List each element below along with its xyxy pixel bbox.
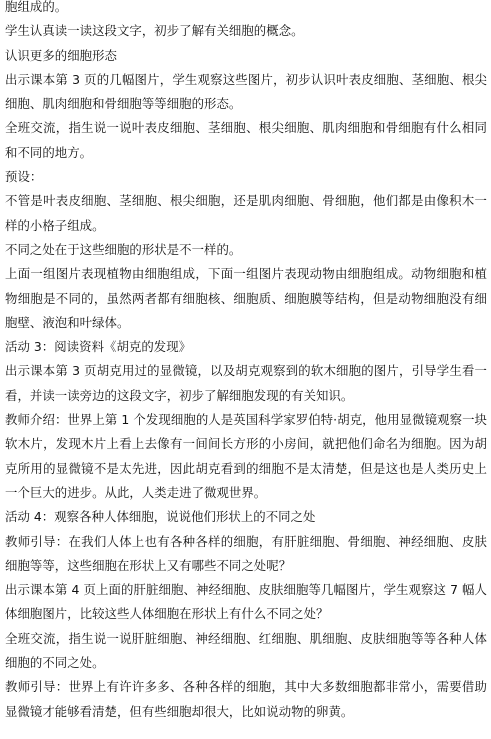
paragraph-show-pictures: 出示课本第 3 页的几幅图片，学生观察这些图片，初步认识叶表皮细胞、茎细胞、根尖细胞、肌肉细胞和骨细胞等等细胞的形态。 xyxy=(5,71,487,112)
paragraph-plant-animal-cells: 上面一组图片表现植物由细胞组成，下面一组图片表现动物由细胞组成。动物细胞和植物细胞是不同的，虽然两者都有细胞核、细胞质、细胞膜等结构，但是动物细胞没有细胞壁、液泡和叶绿体。 xyxy=(5,266,487,330)
paragraph-teacher-introduction: 教师介绍：世界上第 1 个发现细胞的人是英国科学家罗伯特·胡克，他用显微镜观察一块软木片，发现木片上看上去像有一间间长方形的小房间，就把他们命名为细胞。因为胡克所用的显微镜不是太先进，因此胡克看到的细胞不是太清楚，但是这也是人类历史上一个巨大的进步。从此，人类走进了微观世界。 xyxy=(5,412,487,500)
paragraph-show-human-cell-pictures: 出示课本第 4 页上面的肝脏细胞、神经细胞、皮肤细胞等几幅图片，学生观察这 7 幅人体细胞图片，比较这些人体细胞在形状上有什么不同之处？ xyxy=(5,582,487,622)
paragraph-class-discussion-human: 全班交流，指生说一说肝脏细胞、神经细胞、红细胞、肌细胞、皮肤细胞等等各种人体细胞的不同之处。 xyxy=(5,630,487,671)
section-heading-cell-forms: 认识更多的细胞形态 xyxy=(5,47,117,63)
paragraph-preset-similarity: 不管是叶表皮细胞、茎细胞、根尖细胞，还是肌肉细胞、骨细胞，他们都是由像积木一样的小格子组成。 xyxy=(5,193,487,233)
paragraph-preset-label: 预设： xyxy=(5,169,43,185)
paragraph-teacher-guide-cell-size: 教师引导：世界上有许许多多、各种各样的细胞，其中大多数细胞都非常小，需要借助显微镜才能够看清楚，但有些细胞却很大，比如说动物的卵黄。 xyxy=(5,679,487,719)
activity-4-heading: 活动 4：观察各种人体细胞，说说他们形状上的不同之处 xyxy=(5,509,316,525)
paragraph-read-instruction: 学生认真读一读这段文字，初步了解有关细胞的概念。 xyxy=(5,23,304,39)
paragraph-class-discussion: 全班交流，指生说一说叶表皮细胞、茎细胞、根尖细胞、肌肉细胞和骨细胞有什么相同和不同的地方。 xyxy=(5,120,487,160)
paragraph-teacher-guide-human-cells: 教师引导：在我们人体上也有各种各样的细胞，有肝脏细胞、骨细胞、神经细胞、皮肤细胞等等，这些细胞在形状上又有哪些不同之处呢？ xyxy=(5,533,487,573)
paragraph-continuation: 胞组成的。 xyxy=(5,0,68,14)
activity-3-heading: 活动 3：阅读资料《胡克的发现》 xyxy=(5,339,192,355)
paragraph-preset-difference: 不同之处在于这些细胞的形状是不一样的。 xyxy=(5,241,242,257)
paragraph-hooke-microscope: 出示课本第 3 页胡克用过的显微镜，以及胡克观察到的软木细胞的图片，引导学生看一看，并读一读旁边的这段文字，初步了解细胞发现的有关知识。 xyxy=(5,363,487,403)
